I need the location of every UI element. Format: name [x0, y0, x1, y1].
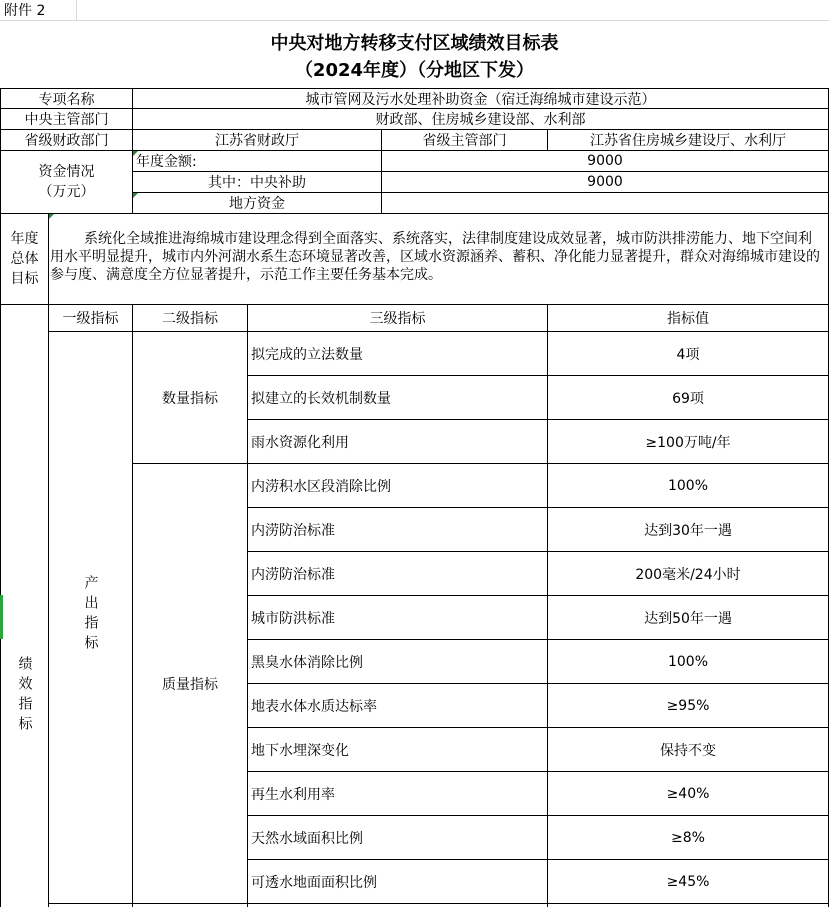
project-value: 城市管网及污水处理补助资金（宿迁海绵城市建设示范）	[305, 91, 656, 108]
header-level1: 一级指标	[62, 311, 119, 327]
quantity-indicators-label: 数量指标	[162, 390, 218, 407]
funds-label-line2: （万元）	[38, 184, 95, 200]
annual-goal-label: 年度总体目标	[10, 231, 39, 287]
provincial-competent-value: 江苏省住房城乡建设厅、水利厅	[590, 133, 786, 149]
page-title: 中央对地方转移支付区域绩效目标表	[270, 33, 559, 54]
quality-row-2-value: 达到30年一遇	[644, 522, 732, 539]
quantity-row-1-name: 拟完成的立法数量	[251, 346, 363, 363]
quality-row-5-name: 黑臭水体消除比例	[251, 654, 363, 671]
quality-row-10-name: 可透水地面面积比例	[251, 874, 377, 891]
quality-row-4-name: 城市防洪标准	[251, 610, 335, 627]
quantity-row-1-value: 4项	[676, 346, 700, 363]
local-funds-label: 地方资金	[229, 196, 285, 212]
quality-row-8-value: ≥40%	[666, 785, 710, 802]
annual-goal-text: 系统化全域推进海绵城市建设理念得到全面落实、系统落实，法律制度建设成效显著，城市防洪排涝能力、地下空间利用水平明显提升，城市内外河湖水系生态环境显著改善，区域水资源涵养、蓄积、净化能力显著提升，群众对海绵城市建设的参与度、满意度全方位显著提升，示范工作主要任务基本完成。	[50, 231, 820, 283]
quality-row-8-name: 再生水利用率	[251, 786, 335, 803]
quantity-row-2-name: 拟建立的长效机制数量	[251, 390, 391, 407]
level1-output-text: 产出指标	[82, 574, 99, 655]
quality-indicators-label: 质量指标	[162, 677, 218, 693]
quality-row-2-name: 内涝防治标准	[251, 522, 335, 539]
quality-row-5-value: 100%	[667, 653, 709, 670]
quality-row-7-value: 保持不变	[660, 742, 716, 759]
page-subtitle: （2024年度）（分地区下发）	[294, 60, 535, 81]
performance-indicators-label	[1, 305, 48, 907]
header-level2: 二级指标	[162, 311, 218, 327]
quantity-row-3-name: 雨水资源化利用	[251, 434, 349, 451]
central-subsidy-label: 其中：中央补助	[208, 175, 306, 191]
quality-row-10-value: ≥45%	[666, 873, 710, 890]
quality-row-6-name: 地表水体水质达标率	[251, 698, 377, 715]
quality-row-9-value: ≥8%	[671, 829, 705, 846]
quality-row-3-value: 200毫米/24小时	[635, 566, 741, 583]
provincial-finance-label: 省级财政部门	[24, 133, 109, 149]
quality-row-4-value: 达到50年一遇	[644, 610, 732, 627]
quantity-row-2-value: 69项	[672, 390, 704, 407]
provincial-competent-label: 省级主管部门	[422, 133, 507, 149]
annual-amount-label: 年度金额:	[136, 154, 197, 170]
project-label: 专项名称	[38, 91, 95, 108]
annual-amount-value: 9000	[587, 153, 623, 169]
quality-row-7-name: 地下水埋深变化	[251, 742, 349, 759]
performance-indicators-text: 绩效指标	[16, 656, 33, 736]
central-subsidy-value: 9000	[587, 174, 623, 190]
quality-row-6-value: ≥95%	[666, 697, 710, 714]
funds-label	[1, 151, 132, 213]
quantity-row-3-value: ≥100万吨/年	[645, 434, 731, 451]
quality-row-1-value: 100%	[667, 477, 709, 494]
local-funds-value	[382, 193, 828, 213]
grid-line	[0, 20, 829, 21]
central-dept-label: 中央主管部门	[24, 112, 109, 128]
level1-output-indicators	[49, 332, 132, 907]
attachment-label: 附件 2	[4, 3, 46, 19]
header-level3: 三级指标	[369, 311, 426, 327]
provincial-finance-value: 江苏省财政厅	[215, 133, 299, 149]
quality-row-9-name: 天然水域面积比例	[251, 830, 363, 847]
quality-row-1-name: 内涝积水区段消除比例	[251, 478, 391, 495]
central-dept-value: 财政部、住房城乡建设部、水利部	[375, 112, 586, 128]
quality-row-3-name: 内涝防治标准	[251, 566, 335, 583]
header-value: 指标值	[667, 311, 709, 327]
funds-label-line1: 资金情况	[38, 164, 95, 180]
